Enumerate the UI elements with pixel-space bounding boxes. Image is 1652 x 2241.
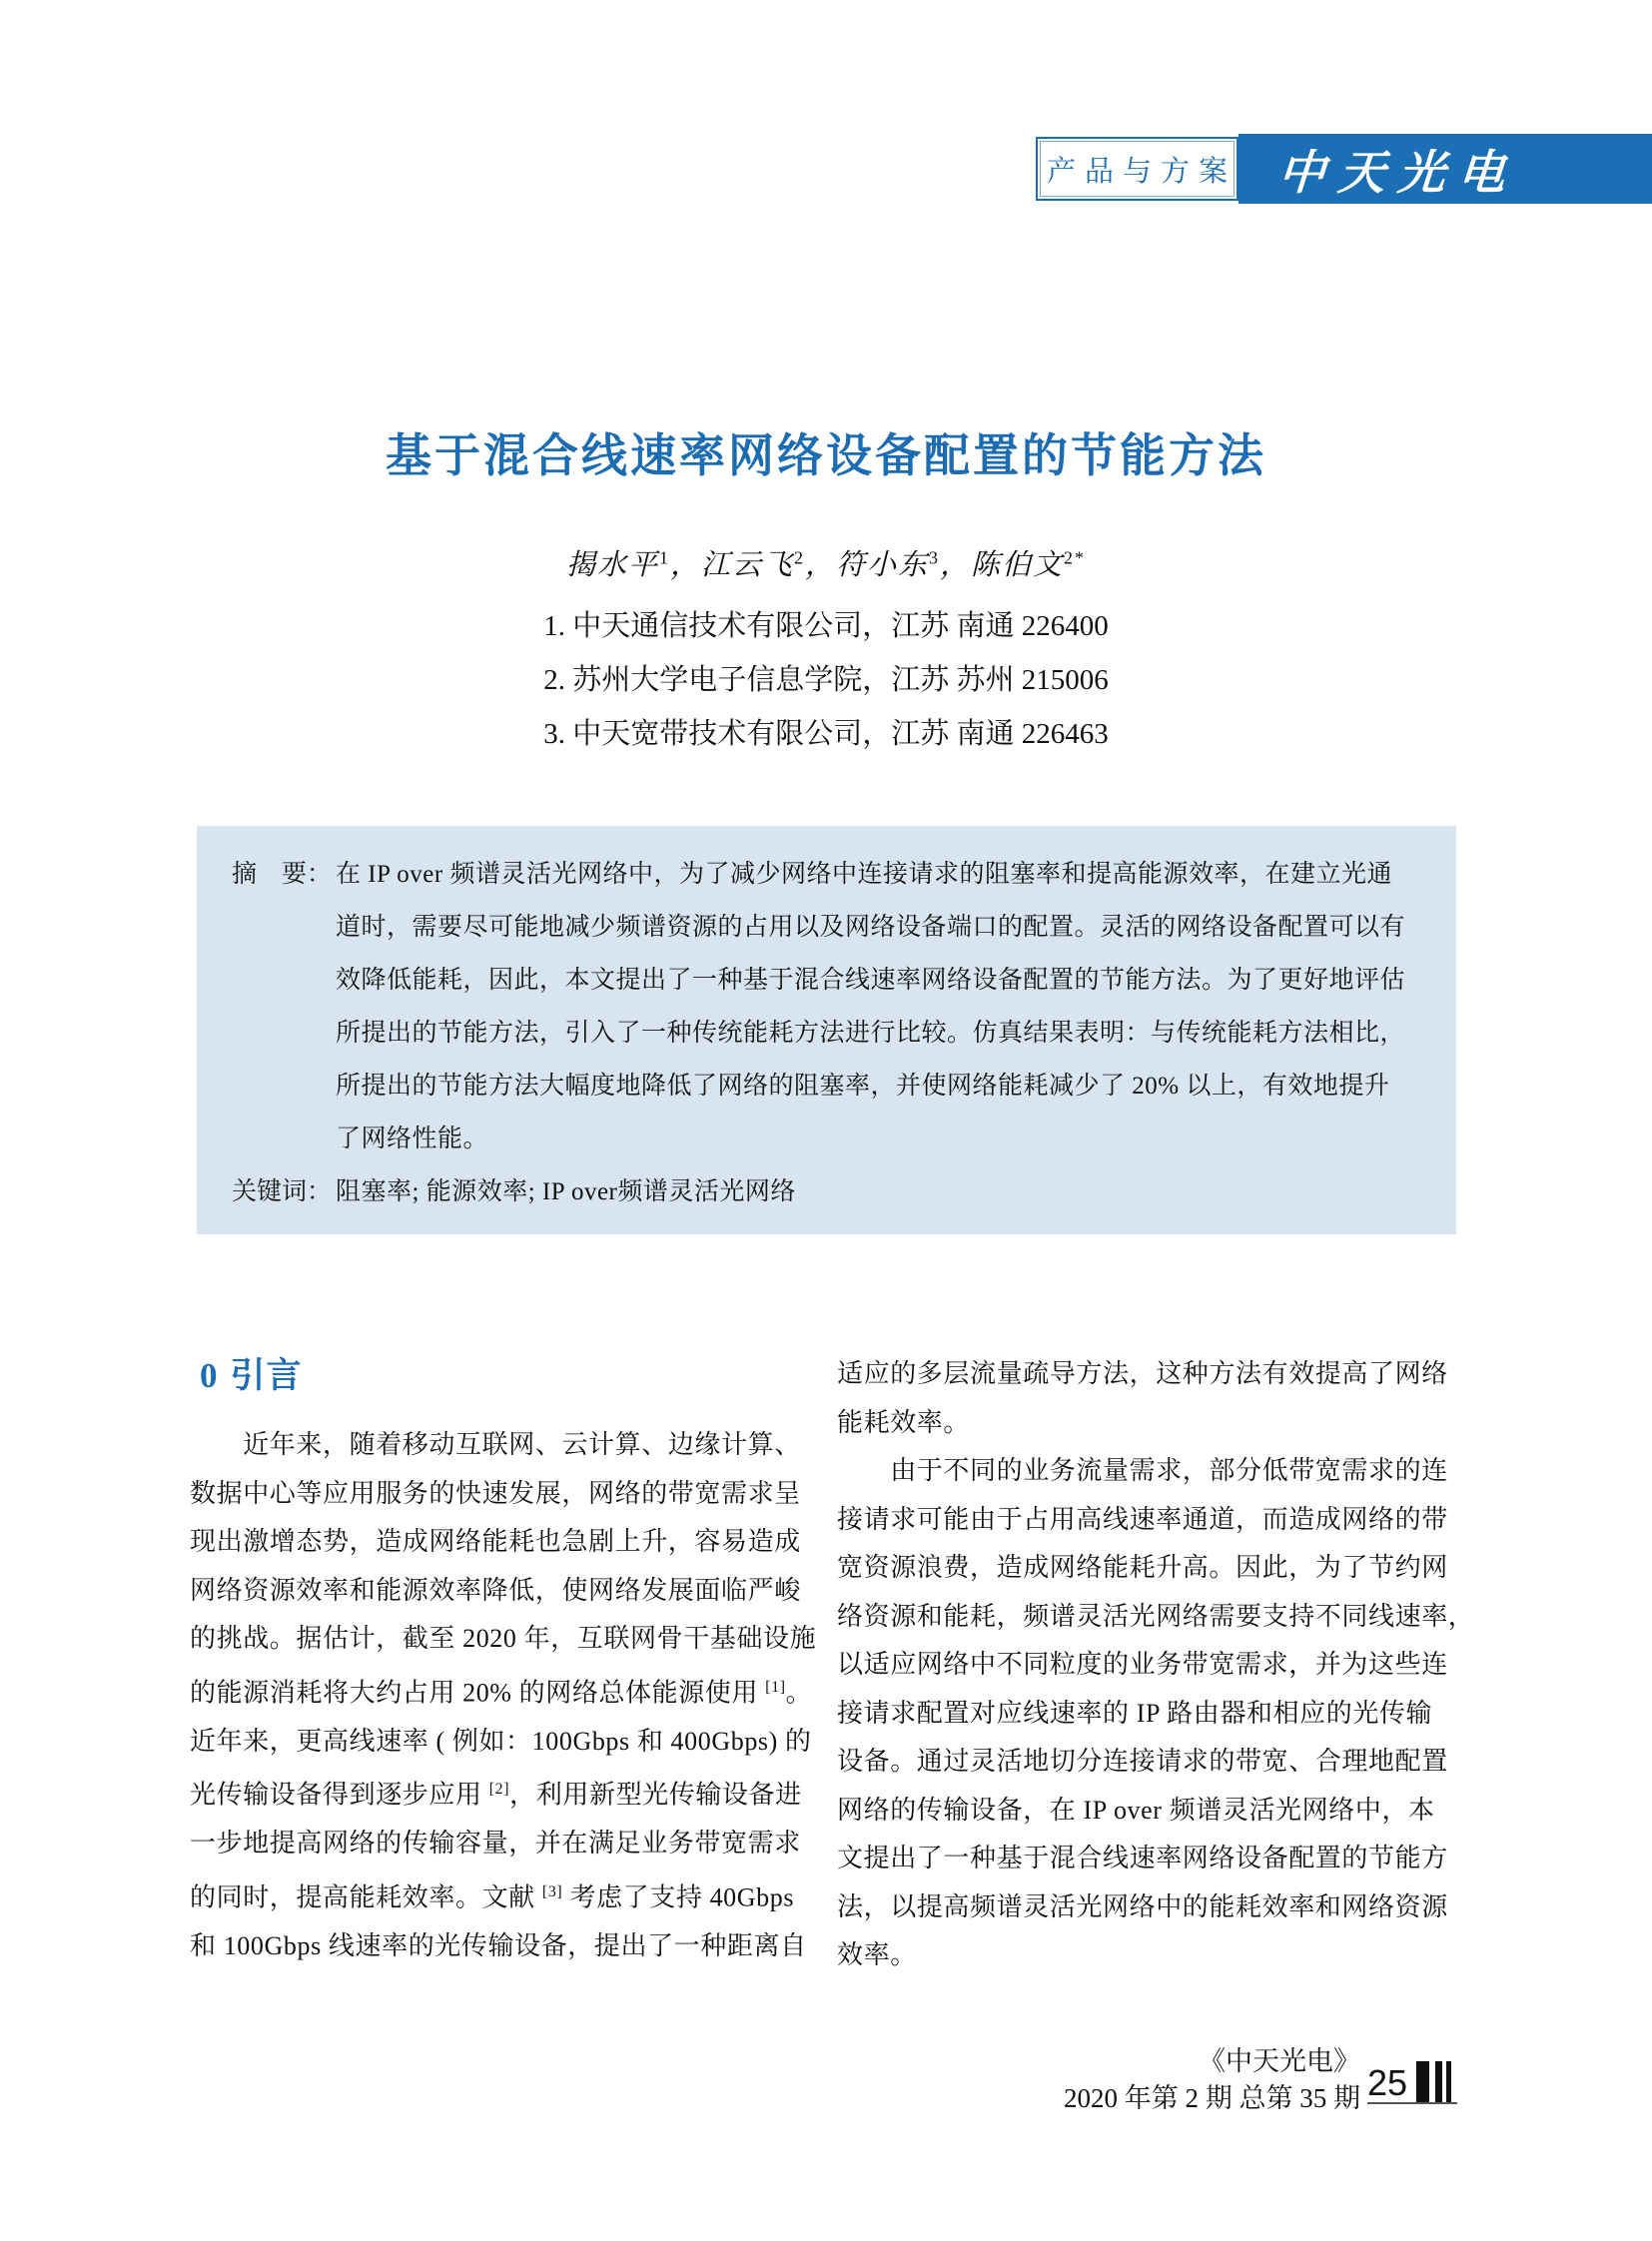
superscript: 3 — [929, 547, 941, 568]
text-line: 近年来，更高线速率 ( 例如：100Gbps 和 400Gbps) 的 — [190, 1726, 812, 1756]
superscript: 2 — [794, 547, 805, 568]
keywords-row — [232, 1165, 1426, 1218]
text-line: 接请求配置对应线速率的 IP 路由器和相应的光传输 — [837, 1698, 1433, 1728]
keywords-value: 阻塞率; 能源效率; IP over频谱灵活光网络 — [336, 1178, 796, 1205]
text-line: 效降低能耗，因此，本文提出了一种基于混合线速率网络设备配置的节能方法。为了更好地评估 — [336, 967, 1406, 994]
text-line: 3. 中天宽带技术有限公司，江苏 南通 226463 — [543, 718, 1109, 750]
section-title: 引言 — [230, 1356, 303, 1395]
text-line — [190, 1664, 814, 1718]
text-line — [190, 1766, 814, 1820]
text-segment: 的能源消耗将大约占用 20% 的网络总体能源使用 — [190, 1678, 766, 1708]
footer-journal-info — [699, 2043, 1360, 2117]
page-number-bars-icon — [1416, 2061, 1451, 2102]
text-segment: ，陈伯文 — [940, 549, 1065, 581]
text-segment: 的同时，提高能耗效率。文献 — [190, 1882, 542, 1912]
text-segment: 揭水平 — [565, 549, 659, 581]
page-title: 基于混合线速率网络设备配置的节能方法 — [386, 430, 1266, 481]
text-segment: 光传输设备得到逐步应用 — [190, 1780, 489, 1810]
text-line: 效率。 — [837, 1940, 917, 1969]
section-badge-label: 产品与方案 — [1047, 155, 1238, 188]
abstract-label: 摘 要： — [232, 861, 333, 888]
text-line: 宽资源浪费，造成网络能耗升高。因此，为了节约网 — [837, 1553, 1448, 1582]
journal-logo-banner — [1239, 134, 1652, 204]
text-line: 能耗效率。 — [837, 1407, 971, 1437]
footer-issue-info: 2020 年第 2 期 总第 35 期 — [1064, 2083, 1360, 2113]
text-line: 络资源和能耗，频谱灵活光网络需要支持不同线速率， — [837, 1601, 1475, 1631]
text-line: 以适应网络中不同粒度的业务带宽需求，并为这些连 — [837, 1650, 1448, 1679]
superscript: [2] — [488, 1781, 510, 1799]
superscript: 1 — [658, 547, 670, 568]
section-heading — [200, 1348, 303, 1398]
abstract-row — [232, 848, 1426, 1165]
affiliations — [0, 599, 1652, 761]
text-line: 的挑战。据估计，截至 2020 年，互联网骨干基础设施 — [190, 1624, 817, 1653]
text-line: 设备。通过灵活地切分连接请求的带宽、合理地配置 — [837, 1747, 1448, 1776]
left-column — [190, 1421, 817, 1970]
text-line: 所提出的节能方法大幅度地降低了网络的阻塞率，并使网络能耗减少了 20% 以上，有效地提升 — [336, 1073, 1390, 1100]
right-column — [837, 1350, 1476, 1980]
text-line: 一步地提高网络的传输容量，并在满足业务带宽需求 — [190, 1829, 801, 1859]
text-line: 适应的多层流量疏导方法，这种方法有效提高了网络 — [837, 1359, 1448, 1388]
abstract-box — [197, 826, 1456, 1234]
bar-icon — [1435, 2061, 1442, 2102]
keywords-text — [336, 1165, 1426, 1218]
bar-icon — [1416, 2061, 1429, 2102]
bar-icon — [1446, 2061, 1451, 2102]
text-line: 法，以提高频谱灵活光网络中的能耗效率和网络资源 — [837, 1891, 1448, 1921]
text-line: 近年来，随着移动互联网、云计算、边缘计算、 — [190, 1430, 801, 1459]
page-number-group — [1367, 2057, 1457, 2104]
footer-journal-name: 《中天光电》 — [1199, 2046, 1360, 2076]
text-segment: ，利用新型光传输设备进 — [509, 1780, 802, 1810]
text-line: 在 IP over 频谱灵活光网络中，为了减少网络中连接请求的阻塞率和提高能源效率，在建立光通 — [336, 861, 1392, 888]
superscript: [1] — [765, 1678, 786, 1696]
text-line: 文提出了一种基于混合线速率网络设备配置的节能方 — [837, 1844, 1448, 1872]
abstract-text — [336, 848, 1426, 1165]
section-number: 0 — [200, 1356, 219, 1395]
section-badge — [1036, 137, 1239, 201]
page-number: 25 — [1367, 2062, 1408, 2103]
authors-line — [0, 542, 1652, 583]
text-line: 数据中心等应用服务的快速发展，网络的带宽需求呈 — [190, 1478, 801, 1508]
text-segment: 考虑了支持 40Gbps — [562, 1882, 795, 1912]
text-line — [190, 1868, 814, 1922]
text-line: 网络的传输设备，在 IP over 频谱灵活光网络中，本 — [837, 1795, 1435, 1825]
text-line: 和 100Gbps 线速率的光传输设备，提出了一种距离自 — [190, 1930, 807, 1960]
text-segment: ，符小东 — [805, 549, 930, 581]
text-line: 现出激增态势，造成网络能耗也急剧上升，容易造成 — [190, 1527, 801, 1556]
text-line: 接请求可能由于占用高线速率通道，而造成网络的带 — [837, 1504, 1448, 1534]
text-line: 所提出的节能方法，引入了一种传统能耗方法进行比较。仿真结果表明：与传统能耗方法相比， — [336, 1020, 1406, 1047]
text-segment: ，江云飞 — [669, 549, 794, 581]
text-segment: 。 — [785, 1678, 813, 1708]
superscript: [3] — [541, 1882, 563, 1900]
text-line: 2. 苏州大学电子信息学院，江苏 苏州 215006 — [543, 664, 1109, 696]
text-line: 了网络性能。 — [336, 1125, 489, 1152]
keywords-label: 关键词： — [232, 1178, 333, 1205]
text-line: 1. 中天通信技术有限公司，江苏 南通 226400 — [543, 610, 1109, 642]
text-line: 道时，需要尽可能地减少频谱资源的占用以及网络设备端口的配置。灵活的网络设备配置可以有 — [336, 914, 1406, 941]
journal-logo-text: 中天光电 — [1275, 145, 1520, 201]
superscript: 2* — [1064, 547, 1087, 568]
text-line: 网络资源效率和能源效率降低，使网络发展面临严峻 — [190, 1575, 801, 1605]
text-line: 由于不同的业务流量需求，部分低带宽需求的连 — [837, 1456, 1448, 1485]
